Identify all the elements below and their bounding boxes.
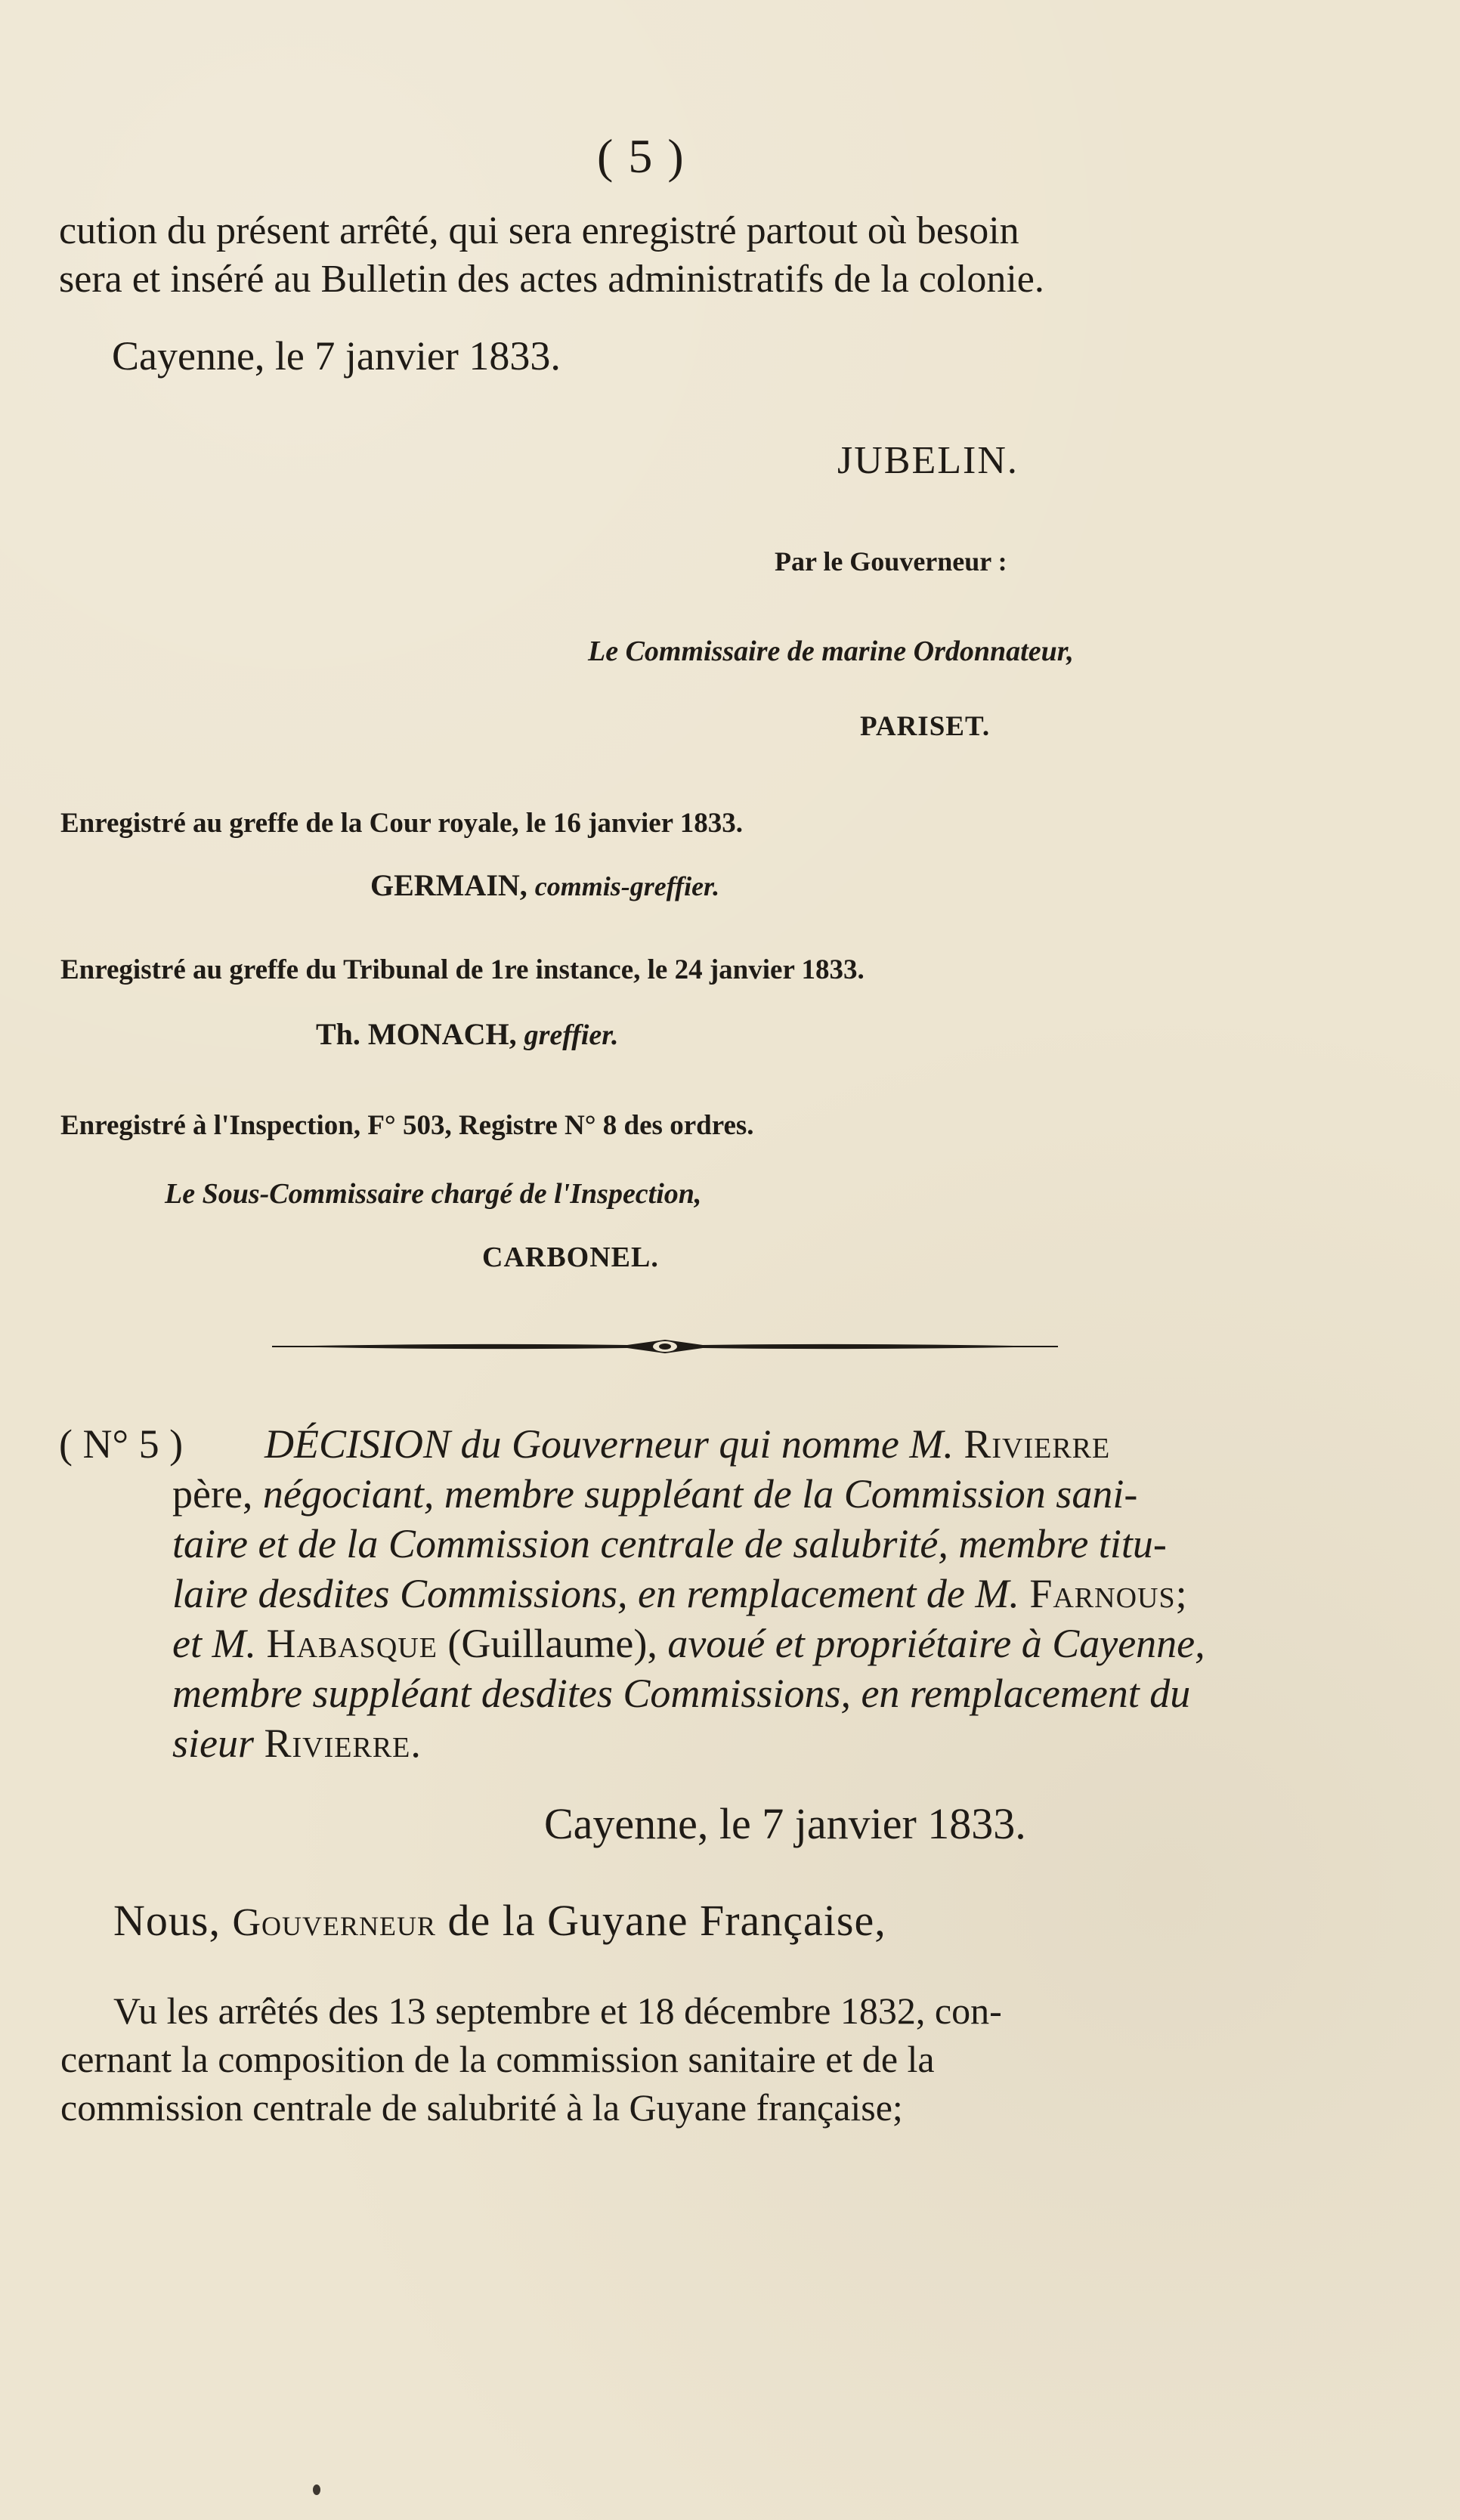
date-line: Cayenne, le 7 janvier 1833. — [112, 333, 561, 379]
commissaire-title: Le Commissaire de marine Ordonnateur, — [588, 635, 1074, 667]
par-le-gouverneur: Par le Gouverneur : — [775, 546, 1007, 577]
gouverneur-rest: de la Guyane Française, — [447, 1896, 886, 1945]
paragraph-line: Vu les arrêtés des 13 septembre et 18 décembre 1832, con- — [113, 1990, 1002, 2032]
signature-germain — [370, 867, 719, 903]
paragraph-line: cution du présent arrêté, qui sera enregistré partout où besoin — [59, 209, 1019, 252]
signature-pariset: PARISET. — [860, 711, 991, 742]
person-name: Farnous; — [1029, 1571, 1188, 1616]
decision-line: membre suppléant desdites Commissions, en remplacement du — [172, 1671, 1191, 1716]
person-name: Rivierre. — [264, 1721, 422, 1766]
decision-line — [264, 1421, 1110, 1467]
decision-text: DÉCISION du Gouverneur qui nomme M. — [264, 1421, 954, 1467]
germain-role: commis-greffier. — [534, 871, 720, 901]
ink-blot — [313, 2484, 320, 2495]
decision-text: laire desdites Commissions, en remplacement de M. — [172, 1571, 1019, 1616]
person-name: Rivierre — [964, 1421, 1111, 1467]
paragraph-line: commission centrale de salubrité à la Guyane française; — [60, 2086, 903, 2129]
registration-inspection: Enregistré à l'Inspection, F° 503, Registre N° 8 des ordres. — [60, 1110, 754, 1141]
decision-text: et M. — [172, 1621, 256, 1666]
decision-line: taire et de la Commission centrale de salubrité, membre titu- — [172, 1521, 1167, 1566]
paragraph-line: cernant la composition de la commission sanitaire et de la — [60, 2038, 935, 2080]
person-name: Habasque — [266, 1621, 438, 1666]
germain-name: GERMAIN, — [370, 868, 527, 902]
decision-text: père, — [172, 1471, 253, 1517]
monach-role: greffier. — [524, 1019, 619, 1051]
decision-text: négociant, membre suppléant de la Commission sani- — [262, 1471, 1138, 1517]
decision-text: avoué et propriétaire à Cayenne, — [667, 1621, 1205, 1666]
decision-line — [172, 1620, 1205, 1667]
signature-jubelin: JUBELIN. — [837, 439, 1019, 482]
decision-line — [172, 1720, 422, 1767]
registration-tribunal: Enregistré au greffe du Tribunal de 1re instance, le 24 janvier 1833. — [60, 954, 865, 985]
signature-carbonel: CARBONEL. — [482, 1241, 659, 1273]
sous-commissaire-title: Le Sous-Commissaire chargé de l'Inspection, — [165, 1178, 702, 1210]
decision-line — [172, 1570, 1188, 1617]
monach-name: Th. MONACH, — [316, 1017, 517, 1051]
decision-text: sieur — [172, 1721, 254, 1766]
signature-monach — [316, 1016, 618, 1052]
nous-text: Nous, — [113, 1896, 221, 1945]
ornamental-divider — [272, 1336, 1058, 1357]
gouverneur-line — [113, 1895, 886, 1946]
decision-line — [172, 1470, 1137, 1517]
registration-cour-royale: Enregistré au greffe de la Cour royale, le 16 janvier 1833. — [60, 808, 743, 839]
decision-heading — [59, 1421, 1291, 1768]
paragraph-line: sera et inséré au Bulletin des actes administratifs de la colonie. — [59, 258, 1044, 301]
page-number: ( 5 ) — [597, 129, 685, 183]
decision-text: (Guillaume), — [447, 1621, 657, 1666]
decision-number: ( N° 5 ) — [59, 1421, 184, 1467]
gouverneur-title: Gouverneur — [232, 1901, 437, 1944]
date-line: Cayenne, le 7 janvier 1833. — [544, 1799, 1026, 1848]
